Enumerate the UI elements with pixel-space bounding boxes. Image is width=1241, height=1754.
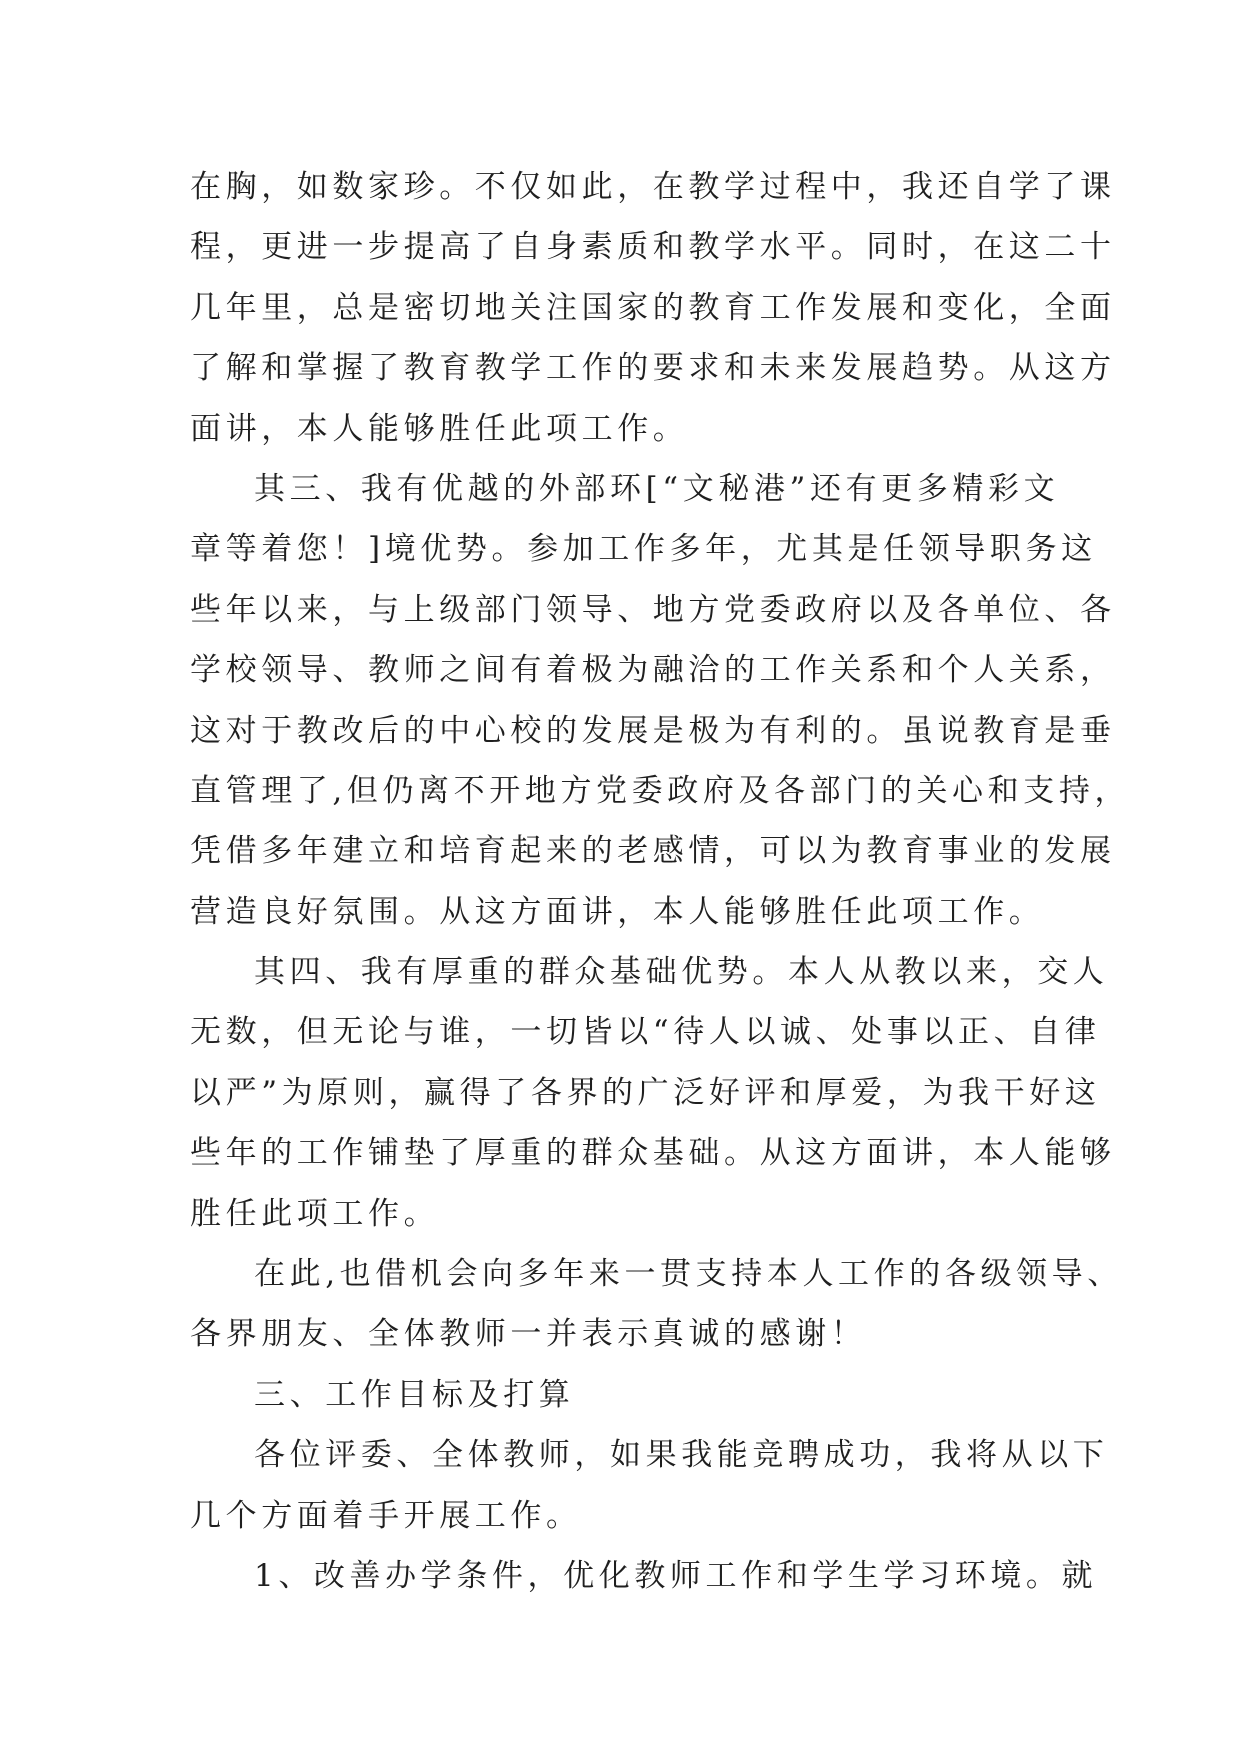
text-line: 些年的工作铺垫了厚重的群众基础。从这方面讲，本人能够 xyxy=(190,1135,1116,1172)
text-line: 了解和掌握了教育教学工作的要求和未来发展趋势。从这方 xyxy=(190,350,1116,387)
document-body xyxy=(190,157,1131,1606)
text-line: 些年以来，与上级部门领导、地方党委政府以及各单位、各 xyxy=(190,591,1116,628)
text-line: 营造良好氛围。从这方面讲，本人能够胜任此项工作。 xyxy=(190,893,1045,930)
text-line: 几个方面着手开展工作。 xyxy=(190,1497,582,1534)
paragraph-first-line: 在此,也借机会向多年来一贯支持本人工作的各级领导、 xyxy=(254,1256,1123,1293)
text-line: 以严”为原则，赢得了各界的广泛好评和厚爱，为我干好这 xyxy=(190,1074,1101,1111)
text-line: 程，更进一步提高了自身素质和教学水平。同时，在这二十 xyxy=(190,229,1116,266)
text-line: 面讲，本人能够胜任此项工作。 xyxy=(190,410,689,447)
text-line: 章等着您！]境优势。参加工作多年，尤其是任领导职务这 xyxy=(190,531,1097,568)
text-line: 直管理了,但仍离不开地方党委政府及各部门的关心和支持， xyxy=(190,772,1131,809)
list-item-first-line: 1、改善办学条件，优化教师工作和学生学习环境。就 xyxy=(254,1557,1098,1594)
text-line: 凭借多年建立和培育起来的老感情，可以为教育事业的发展 xyxy=(190,833,1116,870)
text-line: 各界朋友、全体教师一并表示真诚的感谢！ xyxy=(190,1316,867,1353)
text-line: 几年里，总是密切地关注国家的教育工作发展和变化，全面 xyxy=(190,289,1116,326)
text-line: 学校领导、教师之间有着极为融洽的工作关系和个人关系， xyxy=(190,652,1116,689)
paragraph-first-line: 其四、我有厚重的群众基础优势。本人从教以来，交人 xyxy=(254,954,1109,991)
text-line: 在胸，如数家珍。不仅如此，在教学过程中，我还自学了课 xyxy=(190,169,1116,205)
text-line: 无数，但无论与谁，一切皆以“待人以诚、处事以正、自律 xyxy=(190,1014,1101,1051)
text-line: 胜任此项工作。 xyxy=(190,1195,440,1232)
paragraph-first-line: 其三、我有优越的外部环[“文秘港”还有更多精彩文 xyxy=(254,470,1060,507)
paragraph-first-line: 各位评委、全体教师，如果我能竞聘成功，我将从以下 xyxy=(254,1437,1109,1474)
text-line: 这对于教改后的中心校的发展是极为有利的。虽说教育是垂 xyxy=(190,712,1116,749)
section-heading: 三、工作目标及打算 xyxy=(254,1376,575,1413)
